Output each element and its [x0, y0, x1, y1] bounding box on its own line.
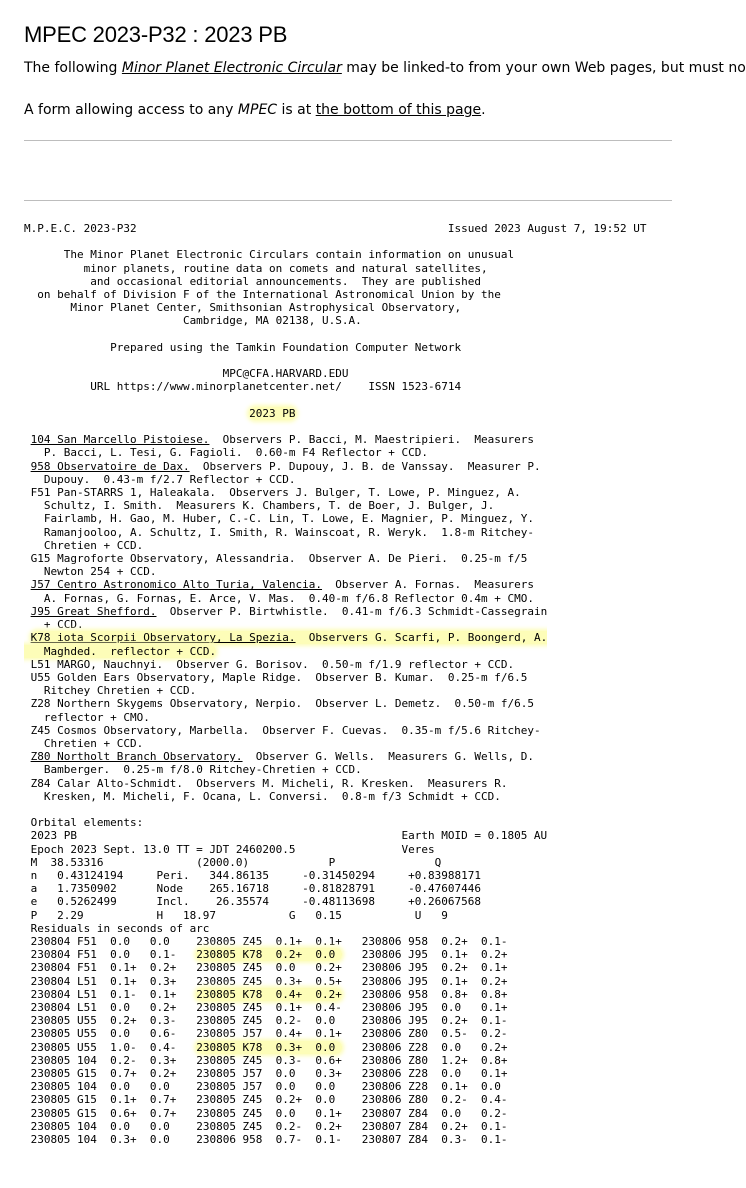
- orbital-element-line: n 0.43124194 Peri. 344.86135 -0.31450294 +0.83988171: [24, 868, 481, 882]
- observatory-details: Observers M. Micheli, R. Kresken. Measurers R.: [182, 776, 508, 790]
- observatory-details: Observer G. Borisov. 0.50-m f/1.9 reflector + CCD.: [163, 657, 515, 671]
- observatory-code-name[interactable]: K78 iota Scorpii Observatory, La Spezia.: [30, 631, 296, 645]
- boilerplate-line: Cambridge, MA 02138, U.S.A.: [24, 314, 362, 328]
- object-designation: 2023 PB: [249, 406, 296, 420]
- residual-entry: 230805 104 0.2- 0.3+: [30, 1053, 177, 1067]
- residual-entry: 230806 Z80 0.5- 0.2-: [361, 1027, 508, 1041]
- residual-entry: 230806 958 0.2+ 0.1-: [361, 934, 508, 948]
- observatory-entry: [24, 631, 547, 657]
- observatory-details-cont: Dupouy. 0.43-m f/2.7 Reflector + CCD.: [43, 472, 296, 486]
- residual-entry: 230806 958 0.8+ 0.8+: [361, 987, 508, 1001]
- residual-entry: 230805 Z45 0.2+ 0.0: [196, 1093, 342, 1107]
- observatory-details-cont: Bamberger. 0.25-m f/8.0 Ritchey-Chretien + CCD.: [43, 763, 362, 777]
- observatory-code-name[interactable]: 958 Observatoire de Dax.: [30, 459, 190, 473]
- observatory-entry: [24, 724, 541, 750]
- residual-entry: 230805 U55 0.2+ 0.3-: [30, 1014, 177, 1028]
- residual-entry: 230806 J95 0.1+ 0.2+: [361, 948, 508, 962]
- observatory-details: Observer L. Demetz. 0.50-m f/6.5: [302, 697, 534, 711]
- issued-date: Issued 2023 August 7, 19:52 UT: [447, 222, 647, 235]
- residual-entry: 230805 Z45 0.3+ 0.5+: [196, 974, 342, 988]
- observatory-details-cont: P. Bacci, L. Tesi, G. Fagioli. 0.60-m F4 Reflector + CCD.: [43, 446, 428, 460]
- residual-entry: 230804 F51 0.1+ 0.2+: [30, 961, 177, 975]
- observatory-entry: [24, 697, 534, 723]
- divider-bottom: [24, 200, 672, 201]
- observatory-details-cont: Ritchey Chretien + CCD.: [43, 684, 197, 698]
- residual-entry: 230806 Z28 0.0 0.2+: [361, 1040, 508, 1054]
- residual-entry: 230805 U55 0.0 0.6-: [30, 1027, 177, 1041]
- observatory-entry: [24, 750, 534, 776]
- observatory-entry: [24, 578, 534, 604]
- mpec-emphasis: MPEC: [237, 102, 278, 118]
- observatory-details: Observer G. Wells. Measurers G. Wells, D.: [242, 750, 534, 764]
- residual-entry: 230806 J95 0.2+ 0.1+: [361, 961, 508, 975]
- intro-form-period: .: [481, 102, 486, 118]
- observatory-code-name: U55 Golden Ears Observatory, Maple Ridge.: [30, 670, 303, 684]
- observatory-details: Observers J. Bulger, T. Lowe, P. Minguez, A.: [216, 486, 521, 500]
- intro-form-mid: is at: [277, 102, 316, 118]
- residual-entry: 230805 Z45 0.0 0.2+: [196, 961, 342, 975]
- orbital-element-line: a 1.7350902 Node 265.16718 -0.81828791 -0.47607446: [24, 882, 481, 896]
- residual-entry: 230805 J57 0.0 0.0: [196, 1080, 342, 1094]
- observatory-code-name: F51 Pan-STARRS 1, Haleakala.: [30, 486, 217, 500]
- intro-text-suffix: may be linked-to from your own Web pages, but must no: [341, 60, 746, 76]
- observatory-details: Observers P. Bacci, M. Maestripieri. Measurers: [209, 433, 534, 447]
- residual-entry: 230804 L51 0.0 0.2+: [30, 1000, 177, 1014]
- orbital-element-line: e 0.5262499 Incl. 26.35574 -0.48113698 +0.26067568: [24, 895, 481, 909]
- mpc-email: MPC@CFA.HARVARD.EDU: [24, 367, 349, 381]
- residual-entry: 230805 Z45 0.2- 0.2+: [196, 1119, 342, 1133]
- residuals-header: Residuals in seconds of arc: [24, 921, 210, 935]
- observatory-entry: [24, 433, 534, 459]
- residual-entry: 230805 Z45 0.0 0.1+: [196, 1106, 342, 1120]
- residual-entry: 230805 K78 0.4+ 0.2+: [196, 987, 342, 1001]
- observatory-entry: [24, 486, 534, 552]
- intro-text: The following: [24, 60, 122, 76]
- observatory-details-cont: A. Fornas, G. Fornas, E. Arce, V. Mas. 0.40-m f/6.8 Reflector 0.4m + CMO.: [43, 591, 534, 605]
- orbital-element-line: P 2.29 H 18.97 G 0.15 U 9: [24, 908, 448, 922]
- observatory-entry: [24, 777, 507, 803]
- residual-entry: 230806 Z80 1.2+ 0.8+: [361, 1053, 508, 1067]
- residual-entry: 230806 Z28 0.0 0.1+: [361, 1067, 508, 1080]
- observatory-code-name[interactable]: J57 Centro Astronomico Alto Turia, Valencia.: [30, 578, 323, 592]
- observatory-details-cont: reflector + CMO.: [43, 710, 150, 724]
- observatory-code-name[interactable]: 104 San Marcello Pistoiese.: [30, 433, 210, 447]
- mpc-url-issn: URL https://www.minorplanetcenter.net/ ISSN 1523-6714: [24, 380, 462, 394]
- residual-entry: 230806 J95 0.0 0.1+: [361, 1000, 508, 1014]
- orbital-element-line: Epoch 2023 Sept. 13.0 TT = JDT 2460200.5 Veres: [24, 842, 435, 856]
- observatory-code-name: L51 MARGO, Nauchnyi.: [30, 657, 164, 671]
- page-title: MPEC 2023-P32 : 2023 PB: [24, 22, 288, 47]
- residual-entry: 230807 Z84 0.0 0.2-: [361, 1106, 508, 1120]
- residual-entry: 230805 104 0.3+ 0.0: [30, 1133, 177, 1147]
- observatory-details-cont: Chretien + CCD.: [43, 538, 144, 552]
- residual-entry: 230805 Z45 0.1+ 0.4-: [196, 1000, 342, 1014]
- residual-entry: 230806 J95 0.2+ 0.1-: [361, 1014, 508, 1028]
- residual-entry: 230805 104 0.0 0.0: [30, 1119, 177, 1133]
- residual-entry: 230807 Z84 0.3- 0.1-: [361, 1133, 508, 1147]
- residual-entry: 230805 Z45 0.3- 0.6+: [196, 1053, 342, 1067]
- residual-entry: 230805 Z45 0.2- 0.0: [196, 1014, 342, 1028]
- boilerplate-line: Minor Planet Center, Smithsonian Astrophysical Observatory,: [24, 301, 462, 315]
- residual-entry: 230804 L51 0.1- 0.1+: [30, 987, 177, 1001]
- prepared-note: Prepared using the Tamkin Foundation Computer Network: [24, 340, 462, 354]
- residual-entry: 230806 Z28 0.1+ 0.0: [361, 1080, 508, 1094]
- observatory-code-name: G15 Magroforte Observatory, Alessandria.: [30, 552, 296, 566]
- observatory-details-cont: Chretien + CCD.: [43, 736, 144, 750]
- residual-entry: 230805 G15 0.7+ 0.2+: [30, 1067, 177, 1080]
- observatory-details-cont: + CCD.: [43, 618, 84, 632]
- residual-entry: 230805 Z45 0.1+ 0.1+: [196, 934, 342, 948]
- observatory-details: Observer B. Kumar. 0.25-m f/6.5: [302, 670, 528, 684]
- boilerplate-line: The Minor Planet Electronic Circulars contain information on unusual: [24, 248, 515, 262]
- observatory-details-cont: Newton 254 + CCD.: [43, 565, 157, 579]
- boilerplate-line: on behalf of Division F of the International Astronomical Union by the: [24, 288, 501, 302]
- residual-entry: 230805 J57 0.0 0.3+: [196, 1067, 342, 1080]
- residual-entry: 230806 958 0.7- 0.1-: [196, 1133, 342, 1147]
- observatory-details-cont: Fairlamb, H. Gao, M. Huber, C.-C. Lin, T. Lowe, E. Magnier, P. Minguez, Y.: [43, 512, 534, 526]
- orbital-element-line: 2023 PB Earth MOID = 0.1805 AU: [24, 829, 548, 843]
- observatory-code-name[interactable]: Z80 Northolt Branch Observatory.: [30, 750, 243, 764]
- observatory-entry: [24, 671, 527, 697]
- observatory-code-name: Z84 Calar Alto-Schmidt.: [30, 776, 183, 790]
- residual-entry: 230804 F51 0.0 0.0: [30, 934, 177, 948]
- boilerplate-line: minor planets, routine data on comets and natural satellites,: [24, 261, 488, 275]
- orbital-elements-header: Orbital elements:: [24, 816, 144, 830]
- residual-entry: 230806 J95 0.1+ 0.2+: [361, 974, 508, 988]
- residual-entry: 230805 K78 0.2+ 0.0: [196, 948, 342, 962]
- orbital-element-line: M 38.53316 (2000.0) P Q: [24, 855, 442, 869]
- observatory-entry: [24, 460, 541, 486]
- observatory-code-name: Z45 Cosmos Observatory, Marbella.: [30, 723, 250, 737]
- observatory-code-name[interactable]: J95 Great Shefford.: [30, 604, 157, 618]
- residual-entry: 230805 104 0.0 0.0: [30, 1080, 177, 1094]
- observatory-details: Observers G. Scarfi, P. Boongerd, A.: [295, 631, 548, 645]
- divider-top: [24, 140, 672, 141]
- observatory-details: Observer A. Fornas. Measurers: [322, 578, 534, 592]
- observatory-details: Observer P. Birtwhistle. 0.41-m f/6.3 Schmidt-Cassegrain: [156, 604, 548, 618]
- intro-linking-note: [24, 60, 746, 76]
- residual-entry: 230805 G15 0.1+ 0.7+: [30, 1093, 177, 1107]
- observatory-details: Observer A. De Pieri. 0.25-m f/5: [295, 552, 528, 566]
- observatory-details-cont: Ramanjooloo, A. Schultz, I. Smith, R. Wainscoat, R. Weryk. 1.8-m Ritchey-: [43, 525, 534, 539]
- observatory-details: Observer F. Cuevas. 0.35-m f/5.6 Ritchey-: [249, 723, 541, 737]
- residual-entry: 230805 G15 0.6+ 0.7+: [30, 1106, 177, 1120]
- mpec-info-link[interactable]: Minor Planet Electronic Circular: [121, 60, 342, 76]
- residual-entry: 230806 Z80 0.2- 0.4-: [361, 1093, 508, 1107]
- circular-id: M.P.E.C. 2023-P32: [24, 222, 137, 235]
- residual-entry: 230804 F51 0.0 0.1-: [30, 948, 177, 962]
- circular-text: [24, 222, 647, 1146]
- residual-entry: 230804 L51 0.1+ 0.3+: [30, 974, 177, 988]
- observatory-entry: [24, 552, 527, 578]
- intro-form-note: [24, 102, 486, 118]
- observatory-details: Observers P. Dupouy, J. B. de Vanssay. Measurer P.: [189, 459, 541, 473]
- residual-entry: 230805 J57 0.4+ 0.1+: [196, 1027, 342, 1041]
- observatory-details-cont: Maghded. reflector + CCD.: [43, 644, 217, 658]
- observatory-entry: [31, 658, 514, 671]
- observatory-entry: [24, 605, 547, 631]
- observatory-code-name: Z28 Northern Skygems Observatory, Nerpio.: [30, 697, 303, 711]
- residual-entry: 230807 Z84 0.2+ 0.1-: [361, 1119, 508, 1133]
- residual-entry: 230805 K78 0.3+ 0.0: [196, 1040, 342, 1054]
- observatory-details-cont: Schultz, I. Smith. Measurers K. Chambers, T. de Boer, J. Bulger, J.: [43, 499, 495, 513]
- bottom-of-page-link[interactable]: the bottom of this page: [315, 102, 482, 118]
- boilerplate-line: and occasional editorial announcements. They are published: [24, 274, 481, 288]
- intro-form-text: A form allowing access to any: [24, 102, 238, 118]
- observatory-details-cont: Kresken, M. Micheli, F. Ocana, L. Conversi. 0.8-m f/3 Schmidt + CCD.: [43, 789, 501, 803]
- residual-entry: 230805 U55 1.0- 0.4-: [30, 1040, 177, 1054]
